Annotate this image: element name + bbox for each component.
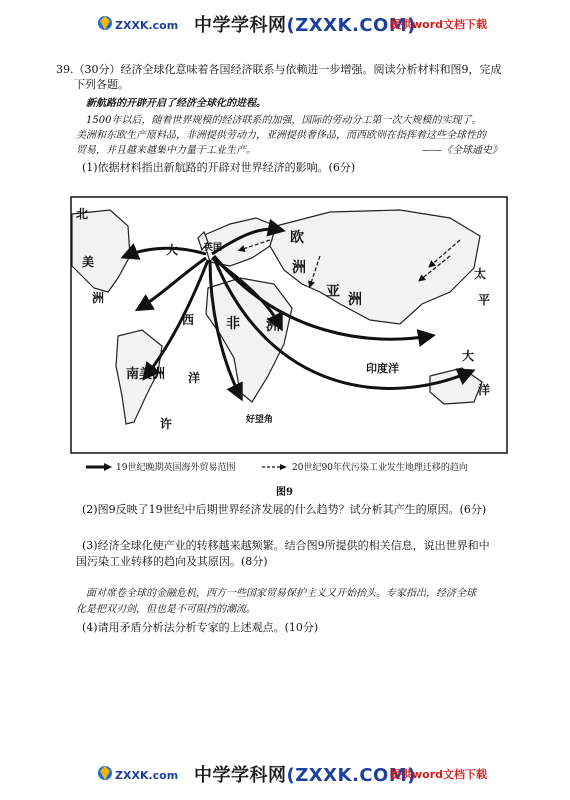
material-line: 1500年以后，随着世界规模的经济联系的加强，国际的劳动分工第一次大规模的实现了。 [86, 115, 482, 126]
material-source: ——《全球通史》 [422, 145, 502, 156]
paragraph-line: 化是把双刃剑，但也是不可阻挡的潮流。 [76, 604, 256, 615]
legend-trade-icon [86, 463, 112, 471]
question-intro-cont: 下列各题。 [74, 78, 129, 91]
paragraph-line: 面对席卷全球的金融危机，西方一些国家贸易保护主义又开始抬头。专家指出，经济全球 [86, 588, 476, 599]
zxxk-logo [96, 762, 179, 788]
map-label-ping: 平 [478, 293, 491, 307]
question-1: (1)依据材料指出新航路的开辟对世界经济的影响。(6分) [82, 161, 356, 174]
question-intro: 39.（30分）经济全球化意味着各国经济联系与依赖进一步增强。阅读分析材料和图9，完成 [56, 63, 502, 76]
map-label-da: 大 [166, 243, 179, 257]
map-label-south-america: 南美洲 [126, 367, 166, 382]
figure-caption: 图9 [276, 487, 293, 498]
question-2: (2)图9反映了19世纪中后期世界经济发展的什么趋势？试分析其产生的原因。(6分) [82, 503, 487, 516]
material-line: 美洲和东欧生产原料品，非洲提供劳动力，亚洲提供奢侈品，而西欧则在指挥着这些全球性的 [76, 130, 486, 141]
map-label-asia: 亚 [326, 284, 340, 300]
site-title[interactable] [194, 761, 416, 787]
map-label-africa: 非 [226, 316, 240, 332]
site-domain: (ZXXK.COM) [286, 15, 416, 36]
map-label-tai: 太 [474, 267, 487, 281]
site-footer [0, 758, 570, 792]
map-legend [86, 460, 506, 474]
map-label-indian-ocean: 印度洋 [366, 362, 399, 375]
site-name: 中学学科网 [194, 15, 287, 36]
question-3: (3)经济全球化使产业的转移越来越频繁。结合图9所提供的相关信息，说出世界和中 [82, 539, 490, 552]
map-label-yang: 洋 [188, 371, 201, 385]
map-label-north: 北 [76, 207, 89, 221]
map-label-asia-zhou: 洲 [348, 292, 362, 308]
map-label-europe: 欧 [290, 230, 304, 246]
map-label-da2: 大 [462, 349, 475, 363]
svg-text:ZXXK.com: ZXXK.com [115, 769, 179, 782]
material-line: 贸易，并且越来越集中力量于工业生产。 [76, 145, 256, 156]
zxxk-logo [96, 12, 179, 38]
map-label-america: 美 [82, 255, 95, 269]
site-name: 中学学科网 [194, 765, 287, 786]
download-link[interactable]: 提供word文档下载 [390, 18, 488, 31]
map-label-zhou: 洲 [92, 291, 105, 305]
map-label-xi: 西 [182, 313, 195, 327]
map-label-europe-zhou: 洲 [292, 260, 306, 276]
site-title[interactable] [194, 11, 416, 37]
svg-text:ZXXK.com: ZXXK.com [115, 19, 179, 32]
legend-pollution-label: 20世纪90年代污染工业发生地理迁移的趋向 [292, 463, 468, 473]
download-link[interactable]: 提供word文档下载 [390, 768, 488, 781]
map-label-xu: 许 [160, 417, 173, 431]
legend-pollution-icon [262, 463, 288, 471]
map-label-yang2: 洋 [478, 383, 491, 397]
map-label-uk: 英国 [204, 243, 223, 253]
site-header [0, 8, 570, 42]
question-3-cont: 国污染工业转移的趋向及其原因。(8分) [76, 555, 268, 568]
question-4: (4)请用矛盾分析法分析专家的上述观点。(10分) [82, 621, 319, 634]
map-label-africa-zhou: 洲 [266, 318, 280, 334]
site-domain: (ZXXK.COM) [286, 765, 416, 786]
world-map-figure [70, 196, 508, 454]
material-title: 新航路的开辟开启了经济全球化的进程。 [86, 98, 266, 109]
legend-trade-label: 19世纪晚期英国海外贸易范围 [116, 463, 236, 473]
map-label-cape: 好望角 [246, 415, 274, 425]
